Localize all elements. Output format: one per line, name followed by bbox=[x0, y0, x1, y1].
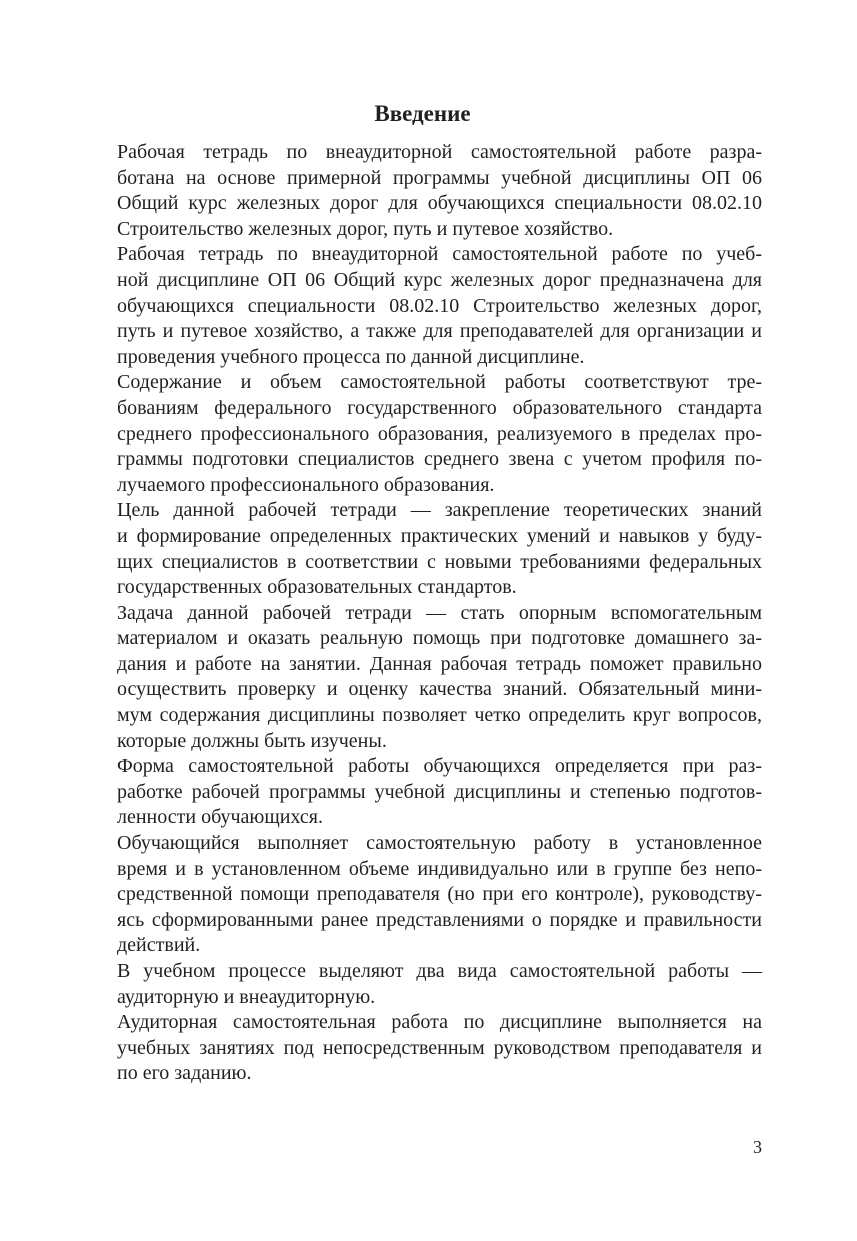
paragraph bbox=[83, 959, 762, 1010]
document-body bbox=[83, 140, 762, 1087]
text-line: материалом и оказать реальную помощь при подготовке домашнего за- bbox=[117, 627, 762, 650]
text-line: Рабочая тетрадь по внеаудиторной самостоятельной работе разра- bbox=[117, 141, 762, 163]
text-line: Строительство железных дорог, путь и путевое хозяйство. bbox=[117, 217, 614, 240]
paragraph bbox=[83, 242, 762, 370]
text-line: действий. bbox=[117, 934, 201, 957]
text-line: В учебном процессе выделяют два вида самостоятельной работы — bbox=[117, 960, 762, 982]
text-line: ленности обучающихся. bbox=[117, 806, 323, 829]
text-line: и формирование определенных практических умений и навыков у буду- bbox=[117, 524, 762, 547]
text-line: осуществить проверку и оценку качества знаний. Обязательный мини- bbox=[117, 678, 762, 701]
text-line: работке рабочей программы учебной дисциплины и степенью подготов- bbox=[117, 780, 762, 803]
text-line: Задача данной рабочей тетради — стать опорным вспомогательным bbox=[117, 601, 762, 624]
text-line: среднего профессионального образования, реализуемого в пределах про- bbox=[117, 422, 762, 445]
text-line: мум содержания дисциплины позволяет четко определить круг вопросов, bbox=[117, 704, 762, 727]
text-line: Цель данной рабочей тетради — закрепление теоретических знаний bbox=[117, 499, 762, 522]
text-line: путь и путевое хозяйство, а также для преподавателей для организации и bbox=[117, 320, 762, 343]
text-line: которые должны быть изучены. bbox=[117, 729, 387, 752]
text-line: время и в установленном объеме индивидуально или в группе без непо- bbox=[117, 857, 762, 880]
text-line: по его заданию. bbox=[117, 1062, 252, 1085]
text-line: Форма самостоятельной работы обучающихся определяется при раз- bbox=[117, 755, 762, 778]
text-line: государственных образовательных стандартов. bbox=[117, 576, 517, 599]
text-line: ной дисциплине ОП 06 Общий курс железных дорог предназначена для bbox=[117, 268, 762, 291]
paragraph bbox=[83, 754, 762, 831]
page-title: Введение bbox=[374, 101, 471, 126]
text-line: Рабочая тетрадь по внеаудиторной самостоятельной работе по учеб- bbox=[117, 243, 762, 266]
paragraph bbox=[83, 1010, 762, 1087]
paragraph bbox=[83, 370, 762, 498]
paragraph bbox=[83, 140, 762, 242]
text-line: средственной помощи преподавателя (но при его контроле), руководству- bbox=[117, 883, 762, 906]
page-number: 3 bbox=[753, 1137, 762, 1157]
text-line: проведения учебного процесса по данной дисциплине. bbox=[117, 345, 585, 368]
text-line: граммы подготовки специалистов среднего звена с учетом профиля по- bbox=[117, 448, 762, 471]
text-line: обучающихся специальности 08.02.10 Строительство железных дорог, bbox=[117, 294, 762, 317]
text-line: Обучающийся выполняет самостоятельную работу в установленное bbox=[117, 832, 762, 855]
text-line: ясь сформированными ранее представлениями о порядке и правильности bbox=[117, 908, 762, 931]
text-line: бованиям федерального государственного образовательного стандарта bbox=[117, 396, 762, 419]
text-line: Содержание и объем самостоятельной работы соответствуют тре- bbox=[117, 371, 762, 394]
text-line: Аудиторная самостоятельная работа по дисциплине выполняется на bbox=[117, 1011, 762, 1034]
text-line: ботана на основе примерной программы учебной дисциплины ОП 06 bbox=[117, 166, 762, 189]
text-line: Общий курс железных дорог для обучающихся специальности 08.02.10 bbox=[117, 192, 762, 215]
text-line: лучаемого профессионального образования. bbox=[117, 473, 495, 496]
paragraph bbox=[83, 601, 762, 755]
paragraph bbox=[83, 831, 762, 959]
paragraph bbox=[83, 498, 762, 600]
text-line: щих специалистов в соответствии с новыми требованиями федеральных bbox=[117, 550, 762, 573]
text-line: аудиторную и внеаудиторную. bbox=[117, 985, 376, 1008]
text-line: учебных занятиях под непосредственным руководством преподавателя и bbox=[117, 1036, 762, 1059]
text-line: дания и работе на занятии. Данная рабочая тетрадь поможет правильно bbox=[117, 652, 762, 675]
